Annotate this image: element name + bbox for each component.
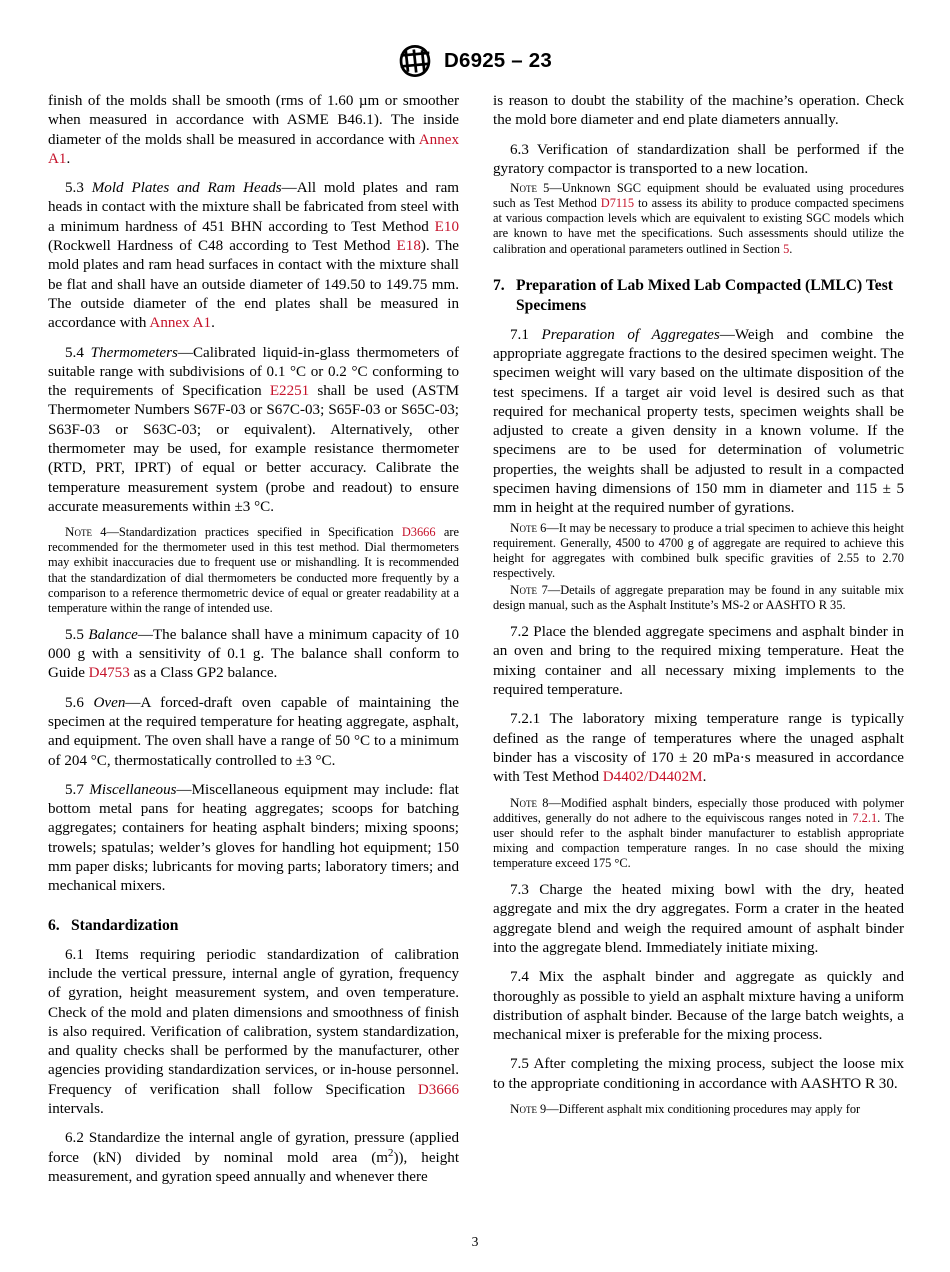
- paragraph-title: Oven: [93, 694, 126, 711]
- text-run: to assess its ability to produce compacted specimens at various compaction levels which are equivalent to existing SGC models which are known to have met the specifications. Such assessments should utilize the calibration and operational parameters outlined in Section: [493, 196, 904, 256]
- paragraph-number: 5.7: [65, 781, 90, 798]
- text-run: .: [789, 241, 793, 256]
- text-run: —Miscellaneous equipment may include: flat bottom metal pans for heating aggregates; scoops for batching aggregates; containers for heating asphalt binders; mixing spoons; trowels; spatulas; welder’s gloves for handling hot equipment; 150 mm paper disks; lubricants for moving parts; laboratory timers; and mechanical mixers.: [48, 781, 459, 895]
- section-heading-6: [48, 897, 459, 936]
- paragraph-6-1: [48, 946, 459, 1120]
- paragraph-5-5: [48, 626, 459, 684]
- text-run: 6—It may be necessary to produce a trial specimen to achieve this height requirement. Generally, 4500 to 4700 g of aggregate are required to achieve this height for aggregates with combined bulk specific gravities of 2.55 to 2.70 respectively.: [493, 520, 904, 580]
- page-footer: [0, 1234, 950, 1250]
- text-run: (Rockwell Hardness of C48 according to Test Method: [48, 238, 397, 255]
- reference-d4402[interactable]: D4402/D4402M: [602, 769, 703, 786]
- page-header: [0, 44, 950, 78]
- paragraph-7-2-1: [493, 710, 904, 787]
- text-run: —Calibrated liquid-in-glass thermometers of suitable range with subdivisions of 0.1 °C or 0.2 °C conforming to the requirements of Specification: [48, 344, 459, 400]
- text-run: as a Class GP2 balance.: [129, 665, 278, 682]
- reference-d4753[interactable]: D4753: [88, 665, 130, 682]
- note-4: [48, 524, 459, 616]
- text-run: 4—Standardization practices specified in Specification: [91, 525, 402, 540]
- text-run: 9—Different asphalt mix conditioning procedures may apply for: [536, 1102, 861, 1116]
- paragraph-number: 5.5: [65, 626, 89, 643]
- text-run: ). The mold plates and ram head surfaces in contact with the mixture shall be flat and shall have an outside diameter of 149.50 to 149.75 mm. The outside diameter of the end plates shall be measured in accordance with: [48, 238, 459, 332]
- text-run: —A forced-draft oven capable of maintaining the specimen at the required temperature for heating aggregate, asphalt, and equipment. The oven shall have a range of 50 °C to a minimum of 204 °C, thermostatically controlled to ±3 °C.: [48, 694, 460, 769]
- reference-7-2-1[interactable]: 7.2.1: [852, 810, 878, 825]
- text-run: 5—Unknown SGC equipment should be evaluated using procedures such as Test Method: [493, 181, 904, 211]
- superscript-2: 2: [388, 1146, 394, 1159]
- right-column: [493, 92, 904, 1187]
- section-title: Standardization: [71, 916, 179, 934]
- reference-e18[interactable]: E18: [396, 238, 421, 255]
- note-label: Note: [510, 519, 537, 535]
- text-run: .: [702, 769, 707, 786]
- note-5: [493, 180, 904, 256]
- text-run: finish of the molds shall be smooth (rms of 1.60 µm or smoother when measured in accordance with ASME B46.1). The inside diameter of the molds shall be measured in accordance with: [48, 93, 459, 148]
- paragraph-5-7: [48, 781, 459, 897]
- paragraph-7-4: 7.4 Mix the asphalt binder and aggregate as quickly and thoroughly as possible to yield an asphalt mixture having a uniform distribution of asphalt binder. Because of the large batch weights, a mechanical mixer is preferable for the mixing process.: [493, 969, 904, 1044]
- text-run: are recommended for the thermometer used in this test method. Dial thermometers may exhibit inaccuracies due to frequent use or mishandling. It is recommended that the standardization of dial thermometers be conducted more frequently by a comparison to a reference thermometric device of equal or greater readability at a temperature within the range of intended use.: [48, 525, 459, 615]
- paragraph-number: 5.4: [65, 344, 91, 361]
- paragraph-title: Thermometers: [90, 344, 178, 361]
- note-9: [493, 1101, 904, 1117]
- text-run: .: [211, 315, 215, 332]
- text-run: —The balance shall have a minimum capacity of 10 000 g with a sensitivity of 0.1 g. The balance shall conform to Guide: [48, 626, 459, 682]
- left-column: [48, 92, 459, 1187]
- text-run: —Weigh and combine the appropriate aggregate fractions to the desired specimen weight. The specimen weight will vary based on the ultimate disposition of the test specimens. If a target air void level is desired such as that required for mechanical property tests, specimen weights shall be adjusted to create a given density in a known volume. If the specimens are to be used for determination of volumetric properties, the weights shall be adjusted to result in a compacted specimen having dimensions of 150 mm in diameter and 115 ± 5 mm in height at the required number of gyrations.: [493, 326, 904, 517]
- text-run: 6.1 Items requiring periodic standardization of calibration include the vertical pressure, internal angle of gyration, frequency of gyration, height measurement system, and oven temperature. Check of the mold and platen dimensions and smoothness of finish is also required. Verification of calibration, system standardization, and quality checks shall be performed by the manufacturer, other agencies providing standardization services, or in-house personnel. Frequency of verification shall follow Specification: [48, 946, 459, 1098]
- document-body: [48, 92, 904, 1187]
- note-label: Note: [510, 582, 537, 597]
- document-designation: D6925 – 23: [443, 49, 552, 72]
- text-run: 7—Details of aggregate preparation may be found in any suitable mix design manual, such as the Asphalt Institute’s MS-2 or AASHTO R 35.: [493, 583, 904, 613]
- note-8: [493, 795, 904, 871]
- section-number: 6.: [48, 916, 60, 934]
- paragraph-7-5: 7.5 After completing the mixing process, subject the loose mix to the appropriate conditioning in accordance with AASHTO R 30.: [493, 1056, 904, 1092]
- paragraph-6-2-continued: is reason to doubt the stability of the machine’s operation. Check the mold bore diameter and end plate diameters annually.: [493, 93, 904, 129]
- text-run: intervals.: [48, 1101, 104, 1118]
- note-6: [493, 520, 904, 581]
- paragraph-title: Miscellaneous: [89, 781, 177, 798]
- paragraph-7-2: 7.2 Place the blended aggregate specimens and asphalt binder in an oven and bring to the required mixing temperature. Heat the mixing container and all necessary mixing implements to the required temperature.: [493, 624, 904, 699]
- reference-annex-a1-2[interactable]: Annex A1: [149, 315, 212, 332]
- paragraph-title: Preparation of Aggregates: [541, 326, 720, 343]
- reference-e2251[interactable]: E2251: [269, 383, 310, 400]
- note-label: Note: [510, 1101, 537, 1116]
- paragraph-title: Mold Plates and Ram Heads: [91, 180, 282, 197]
- paragraph-7-1: [493, 326, 904, 519]
- paragraph-5-6: [48, 694, 459, 771]
- paragraph-title: Balance: [88, 626, 138, 643]
- text-run: 8—Modified asphalt binders, especially those produced with polymer additives, generally do not adhere to the equiviscous ranges noted in: [493, 795, 904, 825]
- reference-annex-a1[interactable]: Annex A1: [48, 131, 459, 167]
- note-label: Note: [510, 180, 537, 196]
- reference-d7115[interactable]: D7115: [600, 196, 635, 211]
- reference-d3666-2[interactable]: D3666: [417, 1081, 459, 1098]
- text-run: .: [66, 150, 71, 167]
- text-run: . The user should refer to the asphalt binder manufacturer to establish appropriate mixing and compaction temperature ranges. In no case should the mixing temperature exceed 175 °C.: [493, 810, 904, 870]
- paragraph-number: 5.6: [65, 694, 94, 711]
- reference-e10[interactable]: E10: [434, 218, 459, 235]
- text-run: )), height measurement, and gyration speed annually and whenever there: [48, 1149, 460, 1185]
- paragraph-5-2-continued: [48, 92, 459, 169]
- paragraph-6-2: [48, 1129, 459, 1187]
- text-run: —All mold plates and ram heads in contact with the mixture shall be fabricated from steel with a minimum hardness of 451 BHN according to Test Method: [48, 180, 460, 235]
- reference-d3666[interactable]: D3666: [401, 525, 436, 540]
- section-title: Preparation of Lab Mixed Lab Compacted (LMLC) Test Specimens: [516, 276, 893, 314]
- section-heading-7: [493, 257, 904, 316]
- paragraph-7-3: 7.3 Charge the heated mixing bowl with the dry, heated aggregate and mix the dry aggregates. Form a crater in the heated aggregate blend and weigh the required amount of asphalt binder into the aggregate blend. Immediately initiate mixing.: [493, 882, 904, 956]
- note-label: Note: [510, 794, 537, 810]
- astm-logo-icon: [398, 44, 432, 78]
- text-run: 7.2.1 The laboratory mixing temperature range is typically defined as the range of temperatures where the unaged asphalt binder has a viscosity of 170 ± 20 mPa·s measured in accordance with Test Method: [493, 711, 904, 786]
- paragraph-number: 5.3: [65, 180, 92, 197]
- paragraph-5-4: [48, 344, 459, 518]
- text-run: shall be used (ASTM Thermometer Numbers S67F-03 or S67C-03; S65F-03 or S65C-03; S63F-03 or S63C-03; or equivalent). Alternatively, other thermometer may be used, for example resistance thermometer (RTD, PRT, IPRT) of equal or better accuracy. Calibrate the temperature measurement system (probe and readout) to ensure accurate measurements within ±3 °C.: [48, 383, 459, 515]
- page-number: 3: [471, 1234, 479, 1249]
- paragraph-number: 7.1: [510, 326, 542, 343]
- text-run: 6.2 Standardize the internal angle of gyration, pressure (applied force (kN) divided by nominal mold area (m: [48, 1130, 459, 1166]
- note-7: [493, 582, 904, 613]
- paragraph-5-3: [48, 179, 459, 333]
- reference-section-5[interactable]: 5: [783, 241, 790, 256]
- paragraph-6-3: 6.3 Verification of standardization shall be performed if the gyratory compactor is transported to a new location.: [493, 141, 904, 177]
- section-number: 7.: [493, 276, 505, 294]
- note-label: Note: [65, 524, 92, 540]
